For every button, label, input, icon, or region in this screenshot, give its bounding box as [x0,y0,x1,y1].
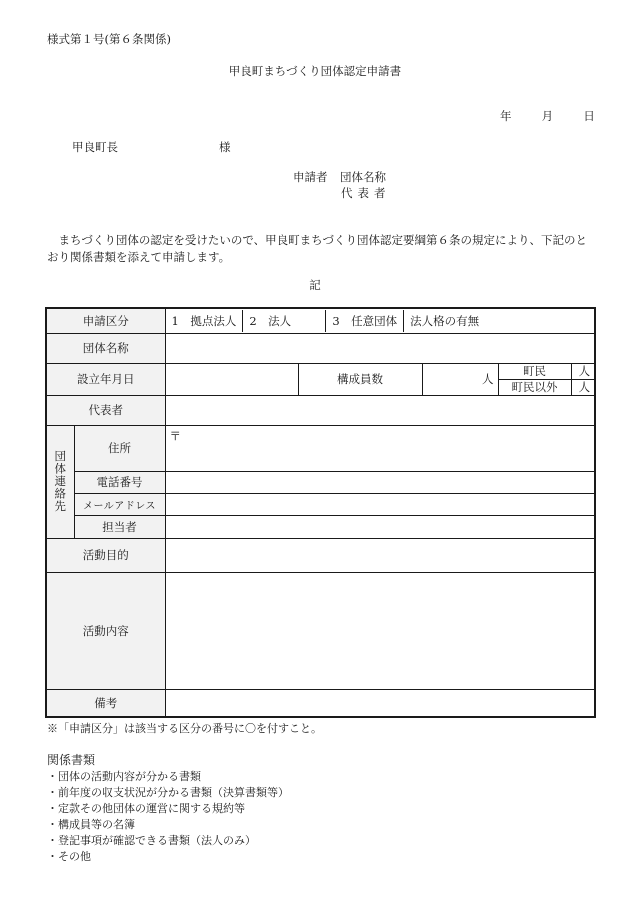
applicant-representative-label: 代表者 [341,186,391,200]
contact-group-label [46,425,74,538]
row-remarks [46,689,595,717]
representative-label: 代表者 [46,395,165,425]
list-item: ・ 定款その他団体の運営に関する規約等 [47,801,289,817]
option-voluntary-group[interactable]: 3 任意団体 [326,310,404,332]
non-resident-unit: 人 [578,379,591,394]
residency-breakdown [498,363,595,395]
row-phone [46,471,595,493]
row-representative [46,395,595,425]
email-label: メールアドレス [74,493,165,515]
category-label: 申請区分 [46,308,165,333]
row-activities [46,572,595,689]
members-label: 構成員数 [298,363,422,395]
postal-mark: 〒 [169,428,181,443]
phone-label: 電話番号 [74,471,165,493]
date-year: 年 [500,109,512,123]
application-table [45,307,596,718]
resident-count-field[interactable] [572,364,595,379]
row-category [46,308,595,333]
contact-person-field[interactable] [165,515,595,538]
email-field[interactable] [165,493,595,515]
form-number-label: 様式第１号(第６条関係) [47,32,171,46]
row-contact-person [46,515,595,538]
list-item: ・ 登記事項が確認できる書類（法人のみ） [47,833,289,849]
option-legal-status[interactable]: 法人格の有無 [410,313,480,328]
remarks-label: 備考 [46,689,165,717]
non-resident-label: 町民以外 [499,380,572,395]
phone-field[interactable] [165,471,595,493]
related-docs-heading: 関係書類 [47,753,96,767]
address-label: 住所 [74,425,165,471]
established-field[interactable] [165,363,298,395]
row-established [46,363,595,395]
group-name-field[interactable] [165,333,595,363]
related-docs-list [47,769,289,865]
applicant-label: 申請者 [293,170,328,184]
group-name-label: 団体名称 [46,333,165,363]
application-statement: まちづくり団体の認定を受けたいので、甲良町まちづくり団体認定要綱第６条の規定により、下記のとおり関係書類を添えて申請します。 [47,233,588,264]
resident-unit: 人 [578,363,591,378]
purpose-label: 活動目的 [46,538,165,572]
row-address [46,425,595,471]
ki-label: 記 [309,278,321,292]
remarks-field[interactable] [165,689,595,717]
representative-field[interactable] [165,395,595,425]
category-options [165,308,595,333]
row-email [46,493,595,515]
established-label: 設立年月日 [46,363,165,395]
members-total-field[interactable] [422,363,498,395]
address-field[interactable] [165,425,595,471]
list-item: ・ 構成員等の名簿 [47,817,289,833]
contact-group-text: 団体連絡先 [53,450,68,513]
option-base-corporation[interactable]: 1 拠点法人 [166,310,244,332]
activities-field[interactable] [165,572,595,689]
contact-person-label: 担当者 [74,515,165,538]
applicant-group-name-label: 団体名称 [340,170,386,184]
purpose-field[interactable] [165,538,595,572]
document-title: 甲良町まちづくり団体認定申請書 [228,64,402,78]
date-line [500,110,595,124]
option-corporation[interactable]: 2 法人 [243,310,326,332]
addressee: 甲良町長 [72,140,118,154]
list-item: ・ 前年度の収支状況が分かる書類（決算書類等） [47,785,289,801]
date-month: 月 [541,109,554,123]
list-item: ・ その他 [47,849,289,865]
row-purpose [46,538,595,572]
category-note: ※「申請区分」は該当する区分の番号に〇を付すこと。 [47,722,322,735]
activities-label: 活動内容 [46,572,165,689]
non-resident-count-field[interactable] [572,380,595,395]
list-item: ・ 団体の活動内容が分かる書類 [47,769,289,785]
resident-label: 町民 [499,364,572,379]
row-group-name [46,333,595,363]
date-day: 日 [583,109,595,123]
honorific: 様 [219,140,231,154]
members-total-unit: 人 [482,372,494,386]
